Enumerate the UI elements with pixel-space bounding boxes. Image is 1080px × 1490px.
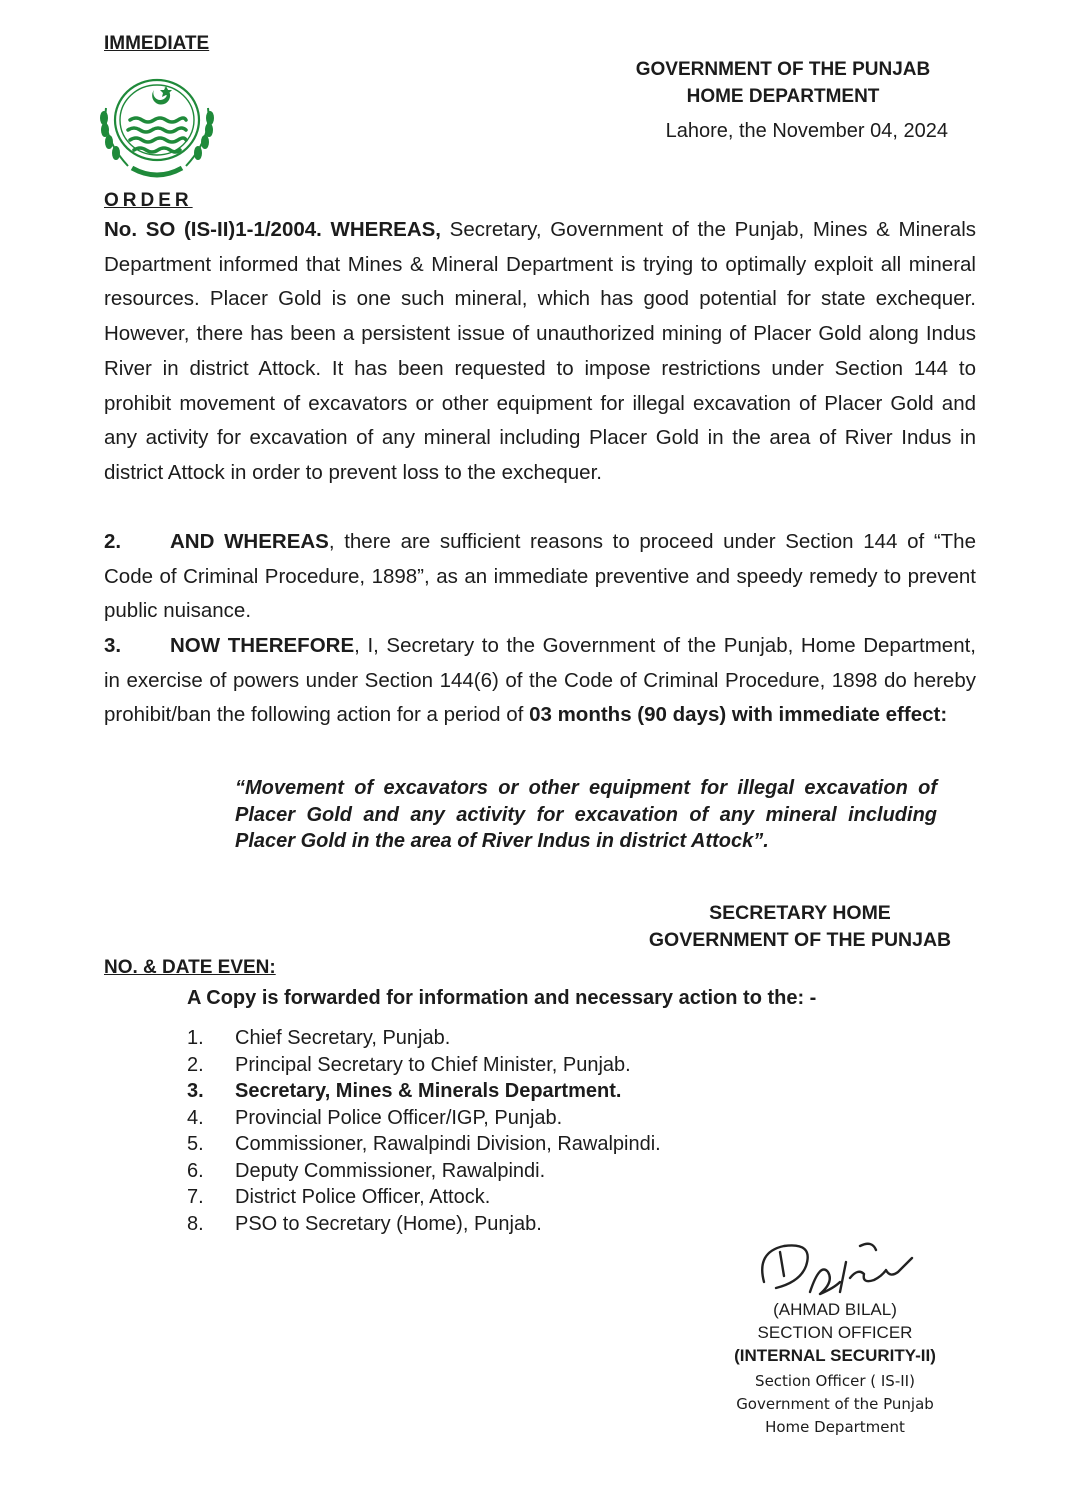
list-item [187, 1105, 661, 1132]
list-item-number: 6. [187, 1159, 204, 1182]
list-item-text: PSO to Secretary (Home), Punjab. [235, 1212, 542, 1235]
order-reference: No. SO (IS-II)1-1/2004. WHEREAS, [104, 218, 441, 241]
signatory-government: GOVERNMENT OF THE PUNJAB [648, 929, 952, 951]
government-title: GOVERNMENT OF THE PUNJAB [635, 59, 931, 80]
list-item [187, 1211, 661, 1238]
list-item-number: 1. [187, 1027, 204, 1049]
paragraph-2-lead: AND WHEREAS [170, 530, 329, 553]
prohibited-activity-quote: “Movement of excavators or other equipment for illegal excavation of Placer Gold and any activity for excavation of any mineral including Placer Gold in the area of River Indus in district Attock”. [235, 777, 937, 852]
date-line: Lahore, the November 04, 2024 [665, 120, 948, 142]
forwarding-reference: NO. & DATE EVEN: [104, 957, 276, 978]
list-item [187, 1052, 661, 1079]
list-item-number: 7. [187, 1186, 204, 1208]
list-item-text: Secretary, Mines & Minerals Department. [235, 1080, 622, 1102]
list-item-number: 2. [187, 1053, 204, 1076]
list-item [187, 1131, 661, 1158]
punjab-government-emblem [92, 68, 222, 186]
list-item-text: Chief Secretary, Punjab. [235, 1027, 451, 1049]
department-title: HOME DEPARTMENT [686, 86, 880, 107]
list-item-text: District Police Officer, Attock. [235, 1186, 491, 1208]
stamp-line-3: Home Department [765, 1418, 905, 1436]
paragraph-2-text: , there are sufficient reasons to proceed under Section 144 of “The Code of Criminal Procedure, 1898”, as an immediate preventive and speedy remedy to prevent public nuisance. [104, 530, 976, 623]
paragraph-3-text: , I, Secretary to the Government of the Punjab, Home Department, in exercise of powers under Section 144(6) of the Code of Criminal Procedure, 1898 do hereby prohibit/ban the following action for a period of [104, 634, 976, 727]
recipient-list [187, 1025, 661, 1237]
list-item [187, 1025, 661, 1052]
forwarding-intro: A Copy is forwarded for information and necessary action to the: - [187, 987, 817, 1009]
list-item-number: 4. [187, 1106, 204, 1129]
paragraph-2-number: 2. [104, 530, 122, 553]
list-item-number: 8. [187, 1212, 204, 1235]
list-item-text: Principal Secretary to Chief Minister, Punjab. [235, 1053, 631, 1076]
signatory-title: SECRETARY HOME [709, 902, 891, 924]
list-item-text: Provincial Police Officer/IGP, Punjab. [235, 1106, 563, 1129]
officer-title: SECTION OFFICER [757, 1323, 913, 1342]
list-item [187, 1158, 661, 1185]
order-paragraph-1 [104, 213, 976, 491]
ban-period: 03 months (90 days) with immediate effect: [529, 703, 948, 727]
order-paragraph-3 [104, 629, 976, 733]
paragraph-3-lead: NOW THEREFORE [170, 634, 355, 657]
paragraph-3-number: 3. [104, 634, 122, 657]
order-paragraph-2 [104, 525, 976, 629]
list-item-number: 5. [187, 1133, 204, 1155]
officer-wing: (INTERNAL SECURITY-II) [734, 1346, 936, 1365]
priority-label: IMMEDIATE [104, 33, 210, 54]
officer-name: (AHMAD BILAL) [773, 1300, 897, 1319]
paragraph-1-text: Secretary, Government of the Punjab, Mines & Minerals Department informed that Mines & Mineral Department is trying to optimally exploit all mineral resources. Placer Gold is one such mineral, which has good potential for state exchequer. However, there has been a persistent issue of unauthorized mining of Placer Gold along Indus River in district Attock. It has been requested to impose restrictions under Section 144 to prohibit movement of excavators or other equipment for illegal excavation of Placer Gold and any activity for excavation of any mineral including Placer Gold in the area of River Indus in district Attock in order to prevent loss to the exchequer. [104, 218, 976, 484]
order-title: ORDER [104, 190, 193, 211]
list-item-text: Deputy Commissioner, Rawalpindi. [235, 1159, 546, 1182]
stamp-line-2: Government of the Punjab [736, 1395, 934, 1413]
list-item [187, 1184, 661, 1211]
list-item [187, 1078, 661, 1105]
stamp-line-1: Section Officer ( IS-II) [755, 1372, 915, 1390]
list-item-number: 3. [187, 1080, 204, 1102]
list-item-text: Commissioner, Rawalpindi Division, Rawalpindi. [235, 1133, 661, 1155]
